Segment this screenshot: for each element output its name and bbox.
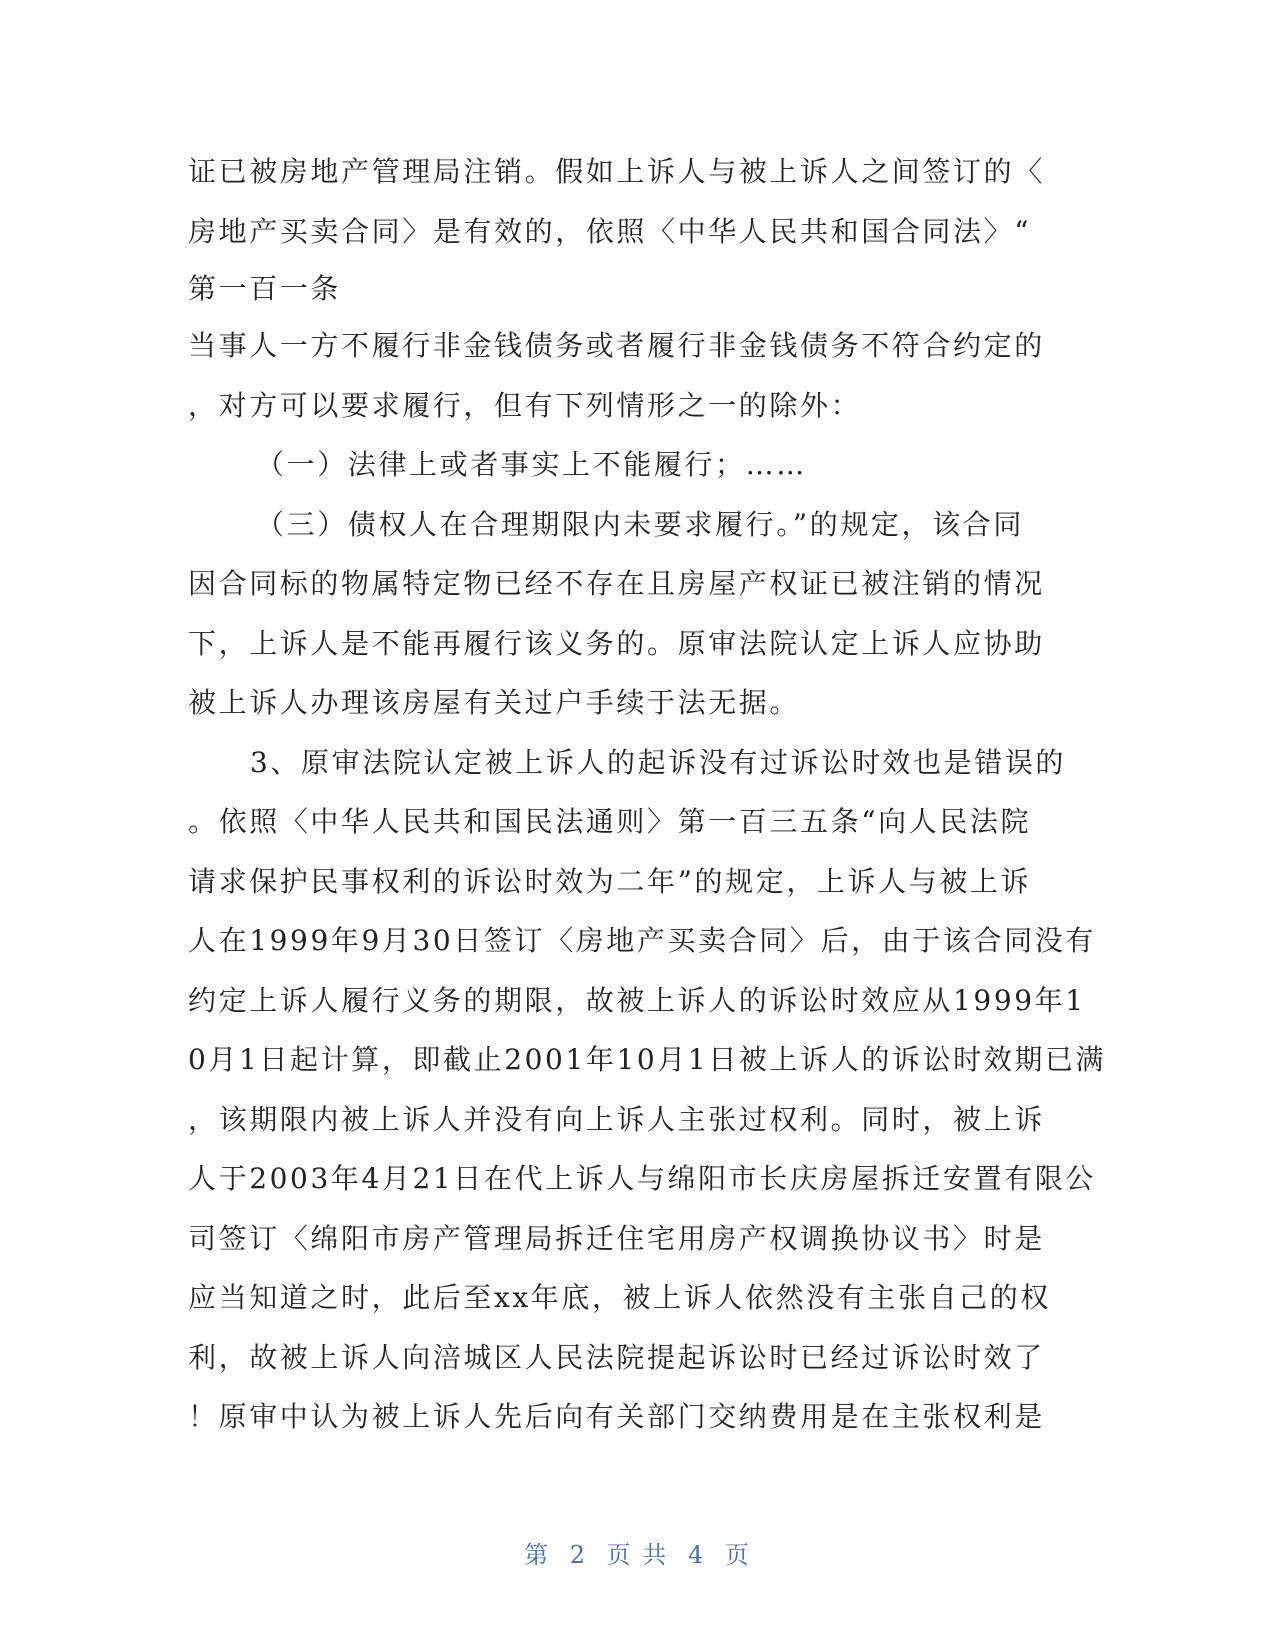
text-line: 第一百一条	[188, 272, 342, 305]
text-line: 下，上诉人是不能再履行该义务的。原审法院认定上诉人应协助	[188, 626, 1045, 660]
document-body	[188, 142, 1107, 1447]
text-line: 房地产买卖合同〉是有效的，依照〈中华人民共和国合同法〉“	[188, 214, 1032, 248]
total-page-count: 4	[687, 1541, 706, 1569]
text-line: （一）法律上或者事实上不能履行；……	[256, 448, 807, 481]
text-line: 应当知道之时，此后至xx年底，被上诉人依然没有主张自己的权	[188, 1281, 1051, 1314]
current-page-number: 2	[569, 1541, 588, 1569]
text-line: 司签订〈绵阳市房产管理局拆迁住宅用房产权调换协议书〉时是	[188, 1221, 1045, 1255]
text-line: 约定上诉人履行义务的期限，故被上诉人的诉讼时效应从1999年1	[188, 983, 1086, 1017]
text-line: 当事人一方不履行非金钱债务或者履行非金钱债务不符合约定的	[188, 329, 1045, 362]
text-line: 3、原审法院认定被上诉人的起诉没有过诉讼时效也是错误的	[250, 745, 1067, 779]
text-line: 0月1日起计算，即截止2001年10月1日被上诉人的诉讼时效期已满	[188, 1043, 1107, 1076]
text-line: （三）债权人在合理期限内未要求履行。”的规定，该合同	[256, 507, 1024, 541]
text-line: 。依照〈中华人民共和国民法通则〉第一百三五条“向人民法院	[188, 805, 1032, 838]
page-footer	[0, 1535, 1275, 1570]
text-line: 人于2003年4月21日在代上诉人与绵阳市长庆房屋拆迁安置有限公	[188, 1162, 1096, 1195]
text-line: ，该期限内被上诉人并没有向上诉人主张过权利。同时，被上诉	[188, 1102, 1045, 1136]
text-line: 被上诉人办理该房屋有关过户手续于法无据。	[188, 686, 801, 719]
text-line: 人在1999年9月30日签订〈房地产买卖合同〉后，由于该合同没有	[188, 924, 1096, 957]
text-line: 证已被房地产管理局注销。假如上诉人与被上诉人之间签订的〈	[188, 155, 1045, 188]
text-line: 请求保护民事权利的诉讼时效为二年”的规定，上诉人与被上诉	[188, 864, 1032, 898]
footer-suffix: 页	[724, 1541, 751, 1569]
footer-middle: 页 共	[606, 1541, 669, 1569]
text-line: 因合同标的物属特定物已经不存在且房屋产权证已被注销的情况	[188, 567, 1045, 600]
text-line: 利，故被上诉人向涪城区人民法院提起诉讼时已经过诉讼时效了	[188, 1340, 1045, 1374]
footer-prefix: 第	[524, 1541, 551, 1569]
text-line: ！原审中认为被上诉人先后向有关部门交纳费用是在主张权利是	[188, 1400, 1045, 1433]
text-line: ，对方可以要求履行，但有下列情形之一的除外：	[188, 388, 862, 422]
